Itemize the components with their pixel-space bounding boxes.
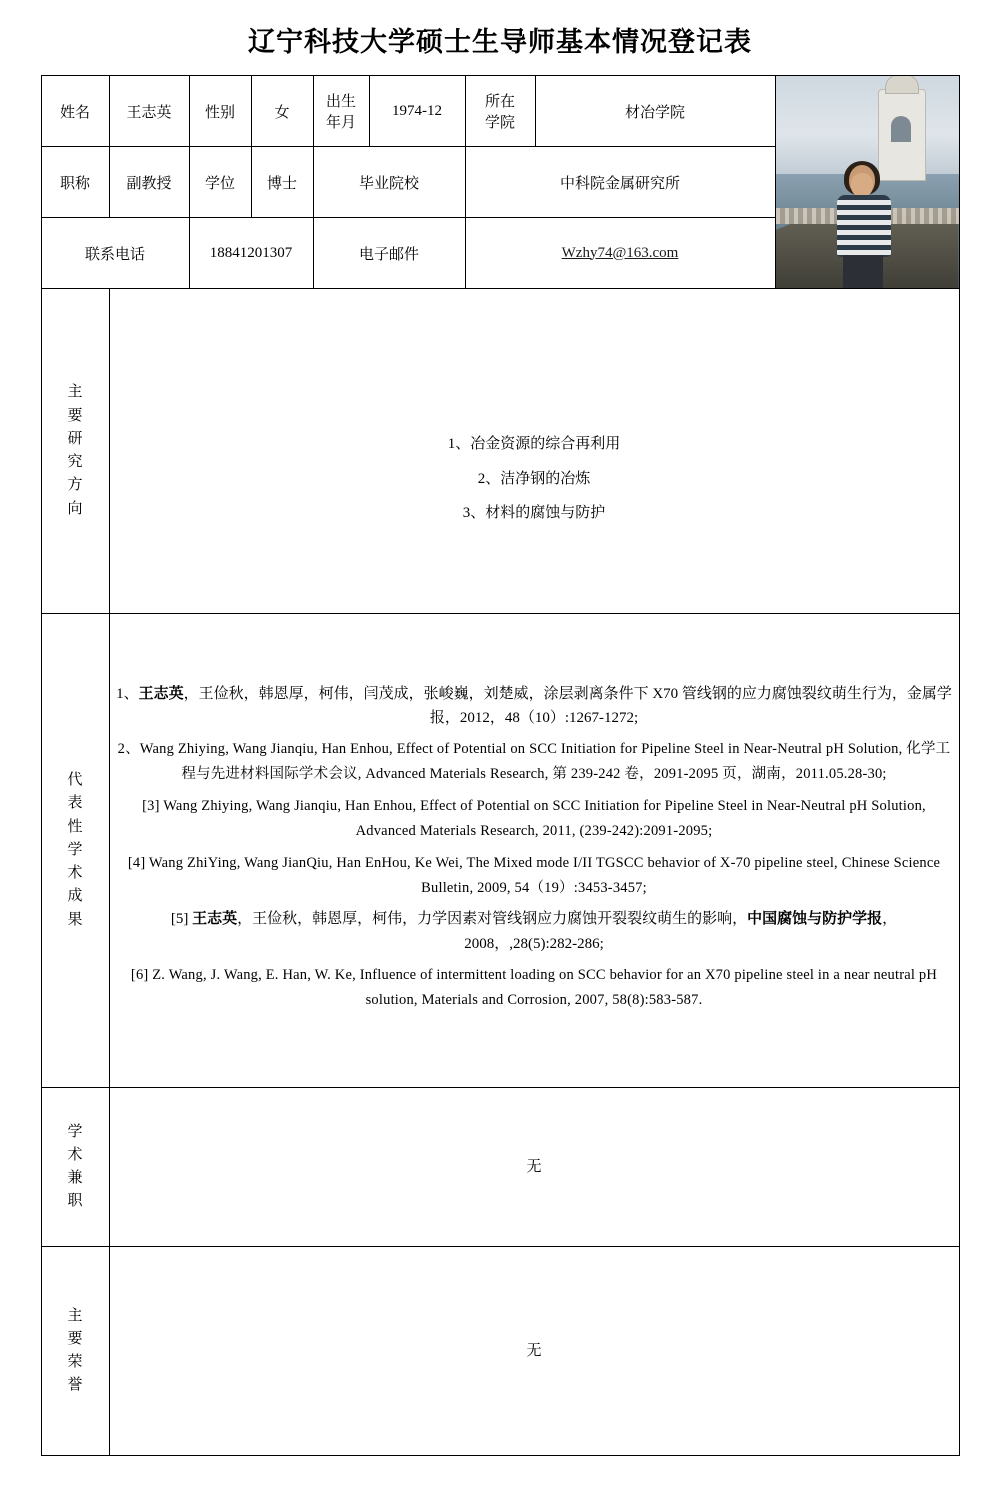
research-label-char: 研: [67, 430, 83, 447]
achievement-journal: 中国腐蚀与防护学报: [747, 911, 883, 928]
birth-value: 1974-12: [369, 76, 465, 147]
part-time-content: 无: [109, 1088, 959, 1247]
honors-label-char: 主: [67, 1307, 83, 1324]
achievements-label-char: 表: [67, 795, 83, 812]
college-label: [465, 76, 535, 147]
achievements-label-char: 性: [67, 818, 83, 835]
research-label-char: 向: [67, 500, 83, 517]
email-value[interactable]: [465, 218, 775, 289]
name-label: 姓名: [41, 76, 109, 147]
college-label-line1: 所在: [484, 94, 515, 110]
achievements-label-char: 学: [67, 841, 83, 858]
photo-person-body: [837, 195, 891, 257]
table-row-research: [41, 289, 959, 614]
part-time-label: [41, 1088, 109, 1247]
part-time-label-char: 术: [67, 1146, 83, 1163]
degree-value: 博士: [251, 147, 313, 218]
achievements-label-char: 果: [67, 911, 83, 928]
portrait-photo-cell: [775, 76, 959, 289]
page-title: 辽宁科技大学硕士生导师基本情况登记表: [248, 27, 752, 57]
achievements-label-char: 代: [67, 772, 83, 789]
photo-sky: [776, 76, 959, 174]
birth-label-line1: 出生: [325, 94, 356, 110]
table-row-honors: [41, 1247, 959, 1456]
research-label-char: 主: [67, 384, 83, 401]
phone-label: 联系电话: [41, 218, 189, 289]
photo-person-legs: [843, 255, 883, 288]
achievement-item: [116, 907, 953, 957]
achievement-item: [6] Z. Wang, J. Wang, E. Han, W. Ke, Influence of intermittent loading on SCC behavior for an X70 pipeline steel in a near neutral pH solution, Materials and Corrosion, 2007, 58(8):583-587.: [130, 966, 938, 1009]
research-label: [41, 289, 109, 614]
achievements-label-char: 术: [67, 865, 83, 882]
achievement-author: 王志英: [192, 911, 238, 928]
college-label-line2: 学院: [484, 115, 515, 131]
achievements-content: [109, 614, 959, 1088]
achievement-tail: ，2008，,28(5):282-286;: [464, 911, 898, 952]
phone-value: 18841201307: [189, 218, 313, 289]
achievement-lead: 1、: [116, 685, 139, 702]
achievement-item: [4] Wang ZhiYing, Wang JianQiu, Han EnHou, Ke Wei, The Mixed mode I/II TGSCC behavior of X-70 pipeline steel, Chinese Science Bulletin, 2009, 54（19）:3453-3457;: [127, 854, 941, 896]
email-link[interactable]: Wzhy74@163.com: [561, 244, 679, 261]
achievements-label-char: 成: [67, 888, 83, 905]
email-label: 电子邮件: [313, 218, 465, 289]
part-time-label-char: 职: [67, 1193, 83, 1210]
gender-label: 性别: [189, 76, 251, 147]
honors-label-char: 誉: [67, 1377, 83, 1394]
research-item: 1、冶金资源的综合再利用: [447, 435, 621, 452]
part-time-label-char: 兼: [67, 1170, 83, 1186]
honors-label: [41, 1247, 109, 1456]
honors-label-char: 荣: [67, 1354, 83, 1370]
achievement-item: 2、Wang Zhiying, Wang Jianqiu, Han Enhou, Effect of Potential on SCC Initiation for Pipeline Steel in Near-Neutral pH Solution, 化学工程与先进材料国际学术会议, Advanced Materials Research, 第 239-242 卷，2091-2095 页，湖南，2011.05.28-30;: [117, 741, 951, 783]
research-label-char: 方: [67, 477, 83, 494]
achievement-author: 王志英: [138, 685, 184, 702]
birth-label: [313, 76, 369, 147]
graduate-school-value: 中科院金属研究所: [465, 147, 775, 218]
research-item: 2、洁净钢的冶炼: [477, 470, 591, 487]
achievement-item: [116, 682, 953, 732]
research-label-char: 究: [67, 454, 83, 470]
part-time-label-char: 学: [67, 1123, 83, 1140]
college-value: 材冶学院: [535, 76, 775, 147]
table-row-basic-info: [41, 76, 959, 147]
achievement-item: [3] Wang Zhiying, Wang Jianqiu, Han Enhou, Effect of Potential on SCC Initiation for Pipeline Steel in Near-Neutral pH Solution, Advanced Materials Research, 2011, (239-242):2091-2095;: [142, 797, 926, 840]
achievement-rest: ，王俭秋，韩恩厚，柯伟，闫茂成，张峻巍，刘楚威，涂层剥离条件下 X70 管线钢的应力腐蚀裂纹萌生行为，金属学报，2012，48（10）:1267-1272;: [183, 685, 952, 727]
research-content: [109, 289, 959, 614]
achievement-lead: [5]: [170, 911, 193, 928]
honors-content: 无: [109, 1247, 959, 1456]
title-label: 职称: [41, 147, 109, 218]
research-label-char: 要: [67, 407, 83, 424]
graduate-school-label: 毕业院校: [313, 147, 465, 218]
table-row-part-time: [41, 1088, 959, 1247]
degree-label: 学位: [189, 147, 251, 218]
photo-person: [827, 165, 901, 288]
portrait-photo: [776, 76, 959, 288]
table-row-achievements: [41, 614, 959, 1088]
gender-value: 女: [251, 76, 313, 147]
title-value: 副教授: [109, 147, 189, 218]
name-value: 王志英: [109, 76, 189, 147]
achievements-label: [41, 614, 109, 1088]
registration-form-table: [41, 75, 960, 1456]
research-item: 3、材料的腐蚀与防护: [462, 505, 606, 522]
research-list: [116, 432, 953, 526]
honors-label-char: 要: [67, 1330, 83, 1347]
photo-person-face: [851, 173, 873, 197]
achievement-rest: ，王俭秋，韩恩厚，柯伟，力学因素对管线钢应力腐蚀开裂裂纹萌生的影响，: [237, 911, 748, 928]
birth-label-line2: 年月: [325, 115, 356, 131]
